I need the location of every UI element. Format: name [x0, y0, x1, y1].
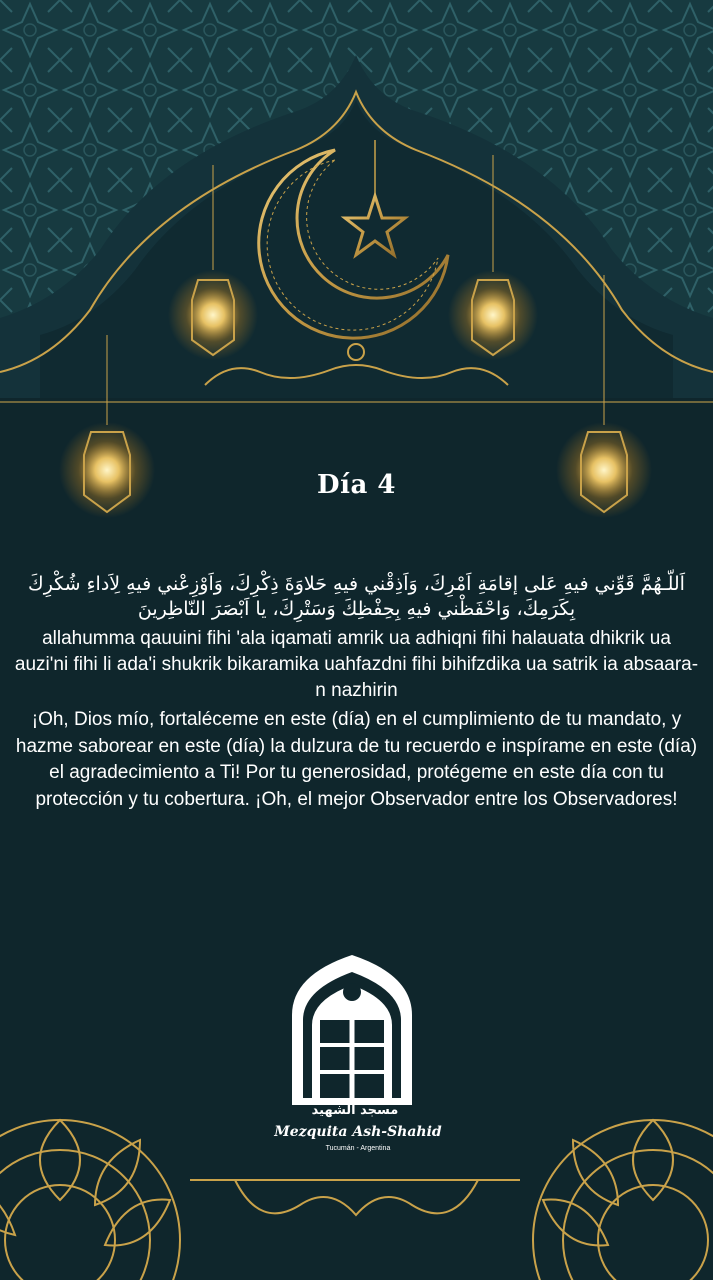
logo-location: Tucumán - Argentina [325, 1145, 391, 1152]
logo-arabic-name: مسجد الشهيد [311, 1103, 399, 1118]
logo-name: Mezquita Ash-Shahid [274, 1124, 442, 1140]
arabic-prayer: اَللّـهُمَّ قَوِّني فيهِ عَلى إقامَةِ اَمْرِكَ، وَاَذِقْني فيهِ حَلاوَةَ ذِكْرِكَ، وَاَوْزِعْني فيهِ لِاَداءِ شُكْرِكَ بِكَرَمِكَ، وَاحْفَظْني فيهِ بِحِفْظِكَ وَسَتْرِكَ، يا اَبْصَرَ النّاظِرينَ [28, 573, 685, 620]
transliteration: allahumma qauuini fihi 'ala iqamati amrik ua adhiqni fihi halauata dhikrik ua auzi'ni fihi li ada'i shukrik bikaramika uahfazdni fihi bihifzdika ua satrik ia absaara-n nazhirin [14, 628, 699, 701]
mosque-window-logo [292, 955, 412, 1105]
spanish-translation: ¡Oh, Dios mío, fortaléceme en este (día) en el cumplimiento de tu mandato, y hazme saborear en este (día) la dulzura de tu recuerdo e inspírame en este (día) el agradecimiento a Ti! Por tu generosidad, protégeme en este día con tu protección y tu cobertura. ¡Oh, el mejor Observador entre los Observadores! [15, 709, 698, 810]
day-title: Día 4 [317, 470, 396, 500]
